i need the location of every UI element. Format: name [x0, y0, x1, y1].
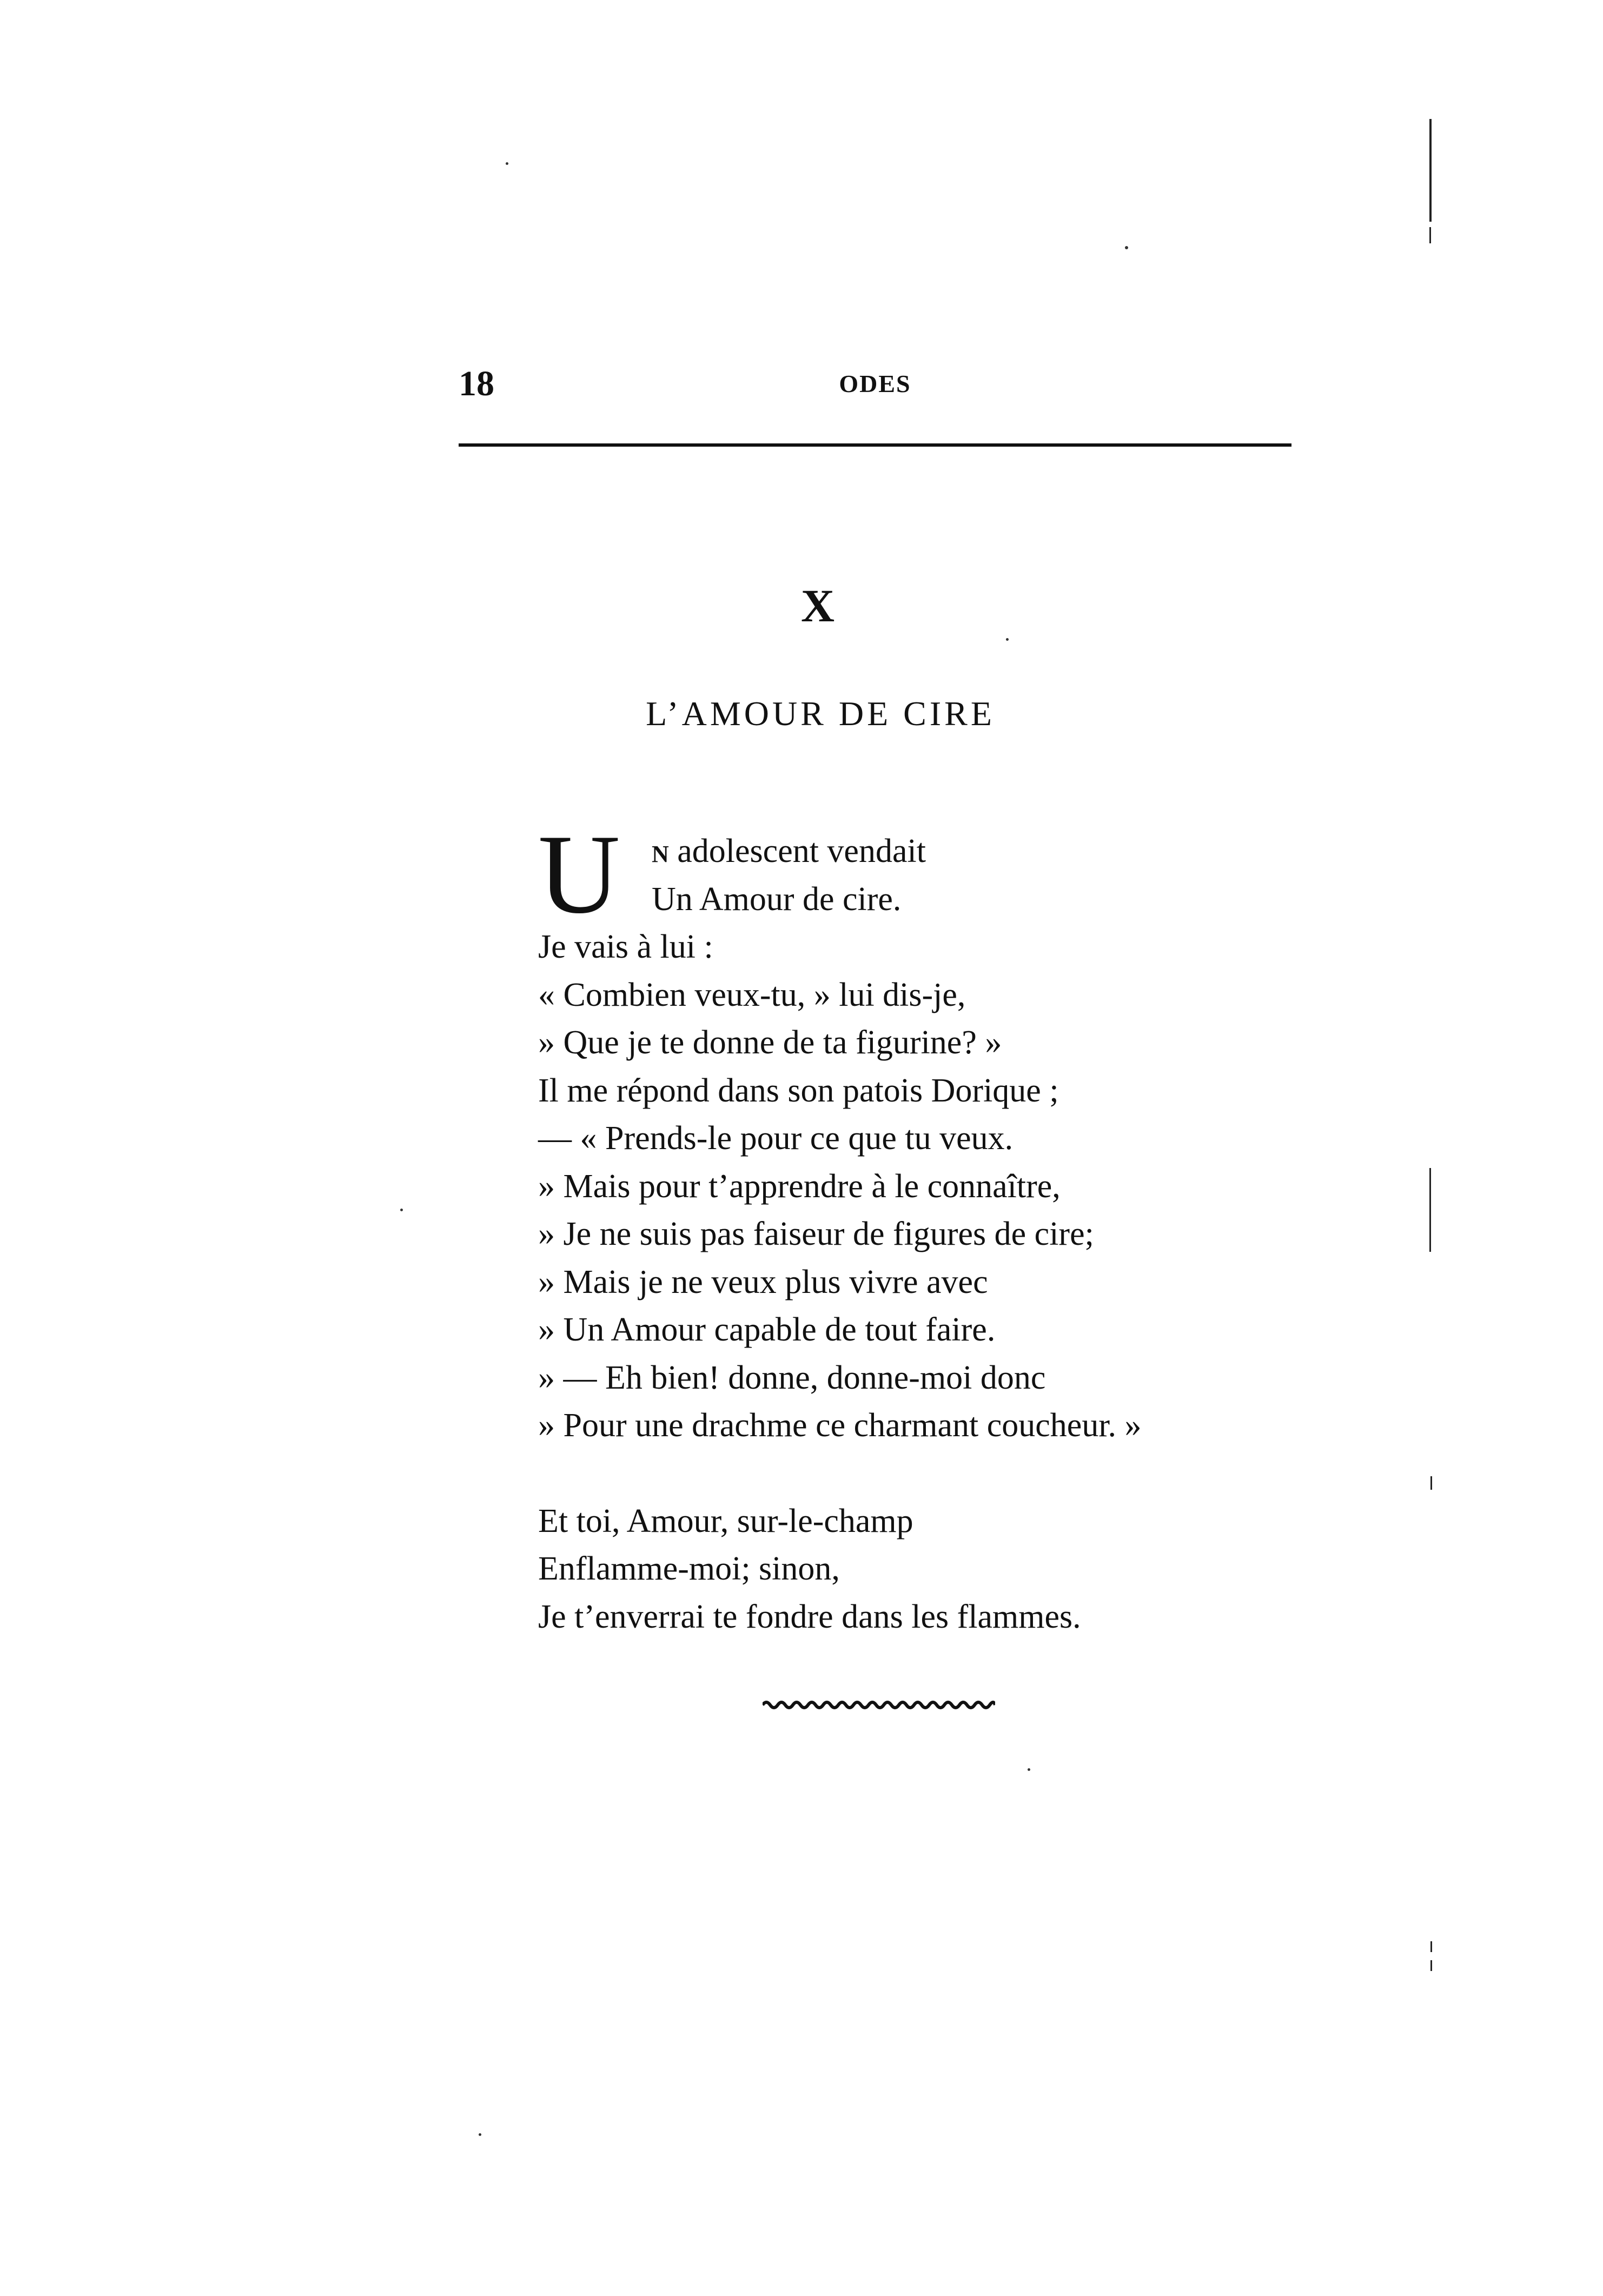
scan-speck	[479, 2133, 481, 2136]
poem-line-12: » — Eh bien! donne, donne-moi donc	[538, 1359, 1046, 1396]
poem-line-8: » Mais pour t’apprendre à le connaître,	[538, 1167, 1061, 1205]
ode-number: X	[800, 580, 835, 632]
poem-line-10: » Mais je ne veux plus vivre avec	[538, 1263, 988, 1300]
page-number: 18	[459, 364, 494, 403]
edge-mark	[1430, 1476, 1432, 1490]
poem-line-9: » Je ne suis pas faiseur de figures de cire;	[538, 1216, 1094, 1252]
running-title: ODES	[839, 370, 911, 397]
scan-speck	[506, 162, 508, 165]
scan-speck	[1125, 246, 1128, 249]
poem-line-14: Et toi, Amour, sur-le-champ	[538, 1502, 913, 1539]
edge-mark	[1429, 227, 1431, 243]
edge-mark	[1429, 1168, 1431, 1244]
edge-mark	[1430, 1941, 1432, 1952]
scan-speck	[400, 1209, 403, 1211]
poem-line-16: Je t’enverrai te fondre dans les flammes.	[538, 1598, 1081, 1635]
opening-lines	[538, 812, 1322, 937]
poem-line-11: » Un Amour capable de tout faire.	[538, 1311, 996, 1348]
stanza-1	[538, 812, 1322, 1450]
drop-cap: U	[538, 812, 620, 937]
scan-speck	[1006, 638, 1009, 641]
edge-mark	[1430, 1960, 1432, 1971]
poem-line-4: « Combien veux-tu, » lui dis-je,	[538, 976, 966, 1013]
stanza-2	[538, 1497, 1322, 1641]
poem-line-6: Il me répond dans son patois Dorique ;	[538, 1072, 1059, 1109]
poem-line-7: — « Prends-le pour ce que tu veux.	[538, 1120, 1014, 1157]
poem-line-5: » Que je te donne de ta figurine? »	[538, 1024, 1002, 1061]
running-head	[459, 360, 1291, 408]
poem-line-15: Enflamme-moi; sinon,	[538, 1550, 840, 1587]
ode-title: L’AMOUR DE CIRE	[646, 694, 995, 733]
edge-mark	[1429, 119, 1432, 222]
poem-body	[538, 812, 1322, 1641]
poem-line-2: Un Amour de cire.	[652, 880, 902, 918]
scan-speck	[1028, 1768, 1030, 1771]
wavy-ornament	[763, 1695, 995, 1711]
header-rule	[459, 443, 1291, 447]
poem-line-1	[652, 827, 926, 875]
first-word-smallcaps: N	[652, 841, 669, 867]
poem-line-13: » Pour une drachme ce charmant coucheur. »	[538, 1407, 1142, 1444]
first-line-text: adolescent vendait	[668, 833, 926, 870]
poem-line-3: Je vais à lui :	[538, 928, 713, 965]
edge-mark	[1429, 1236, 1431, 1252]
